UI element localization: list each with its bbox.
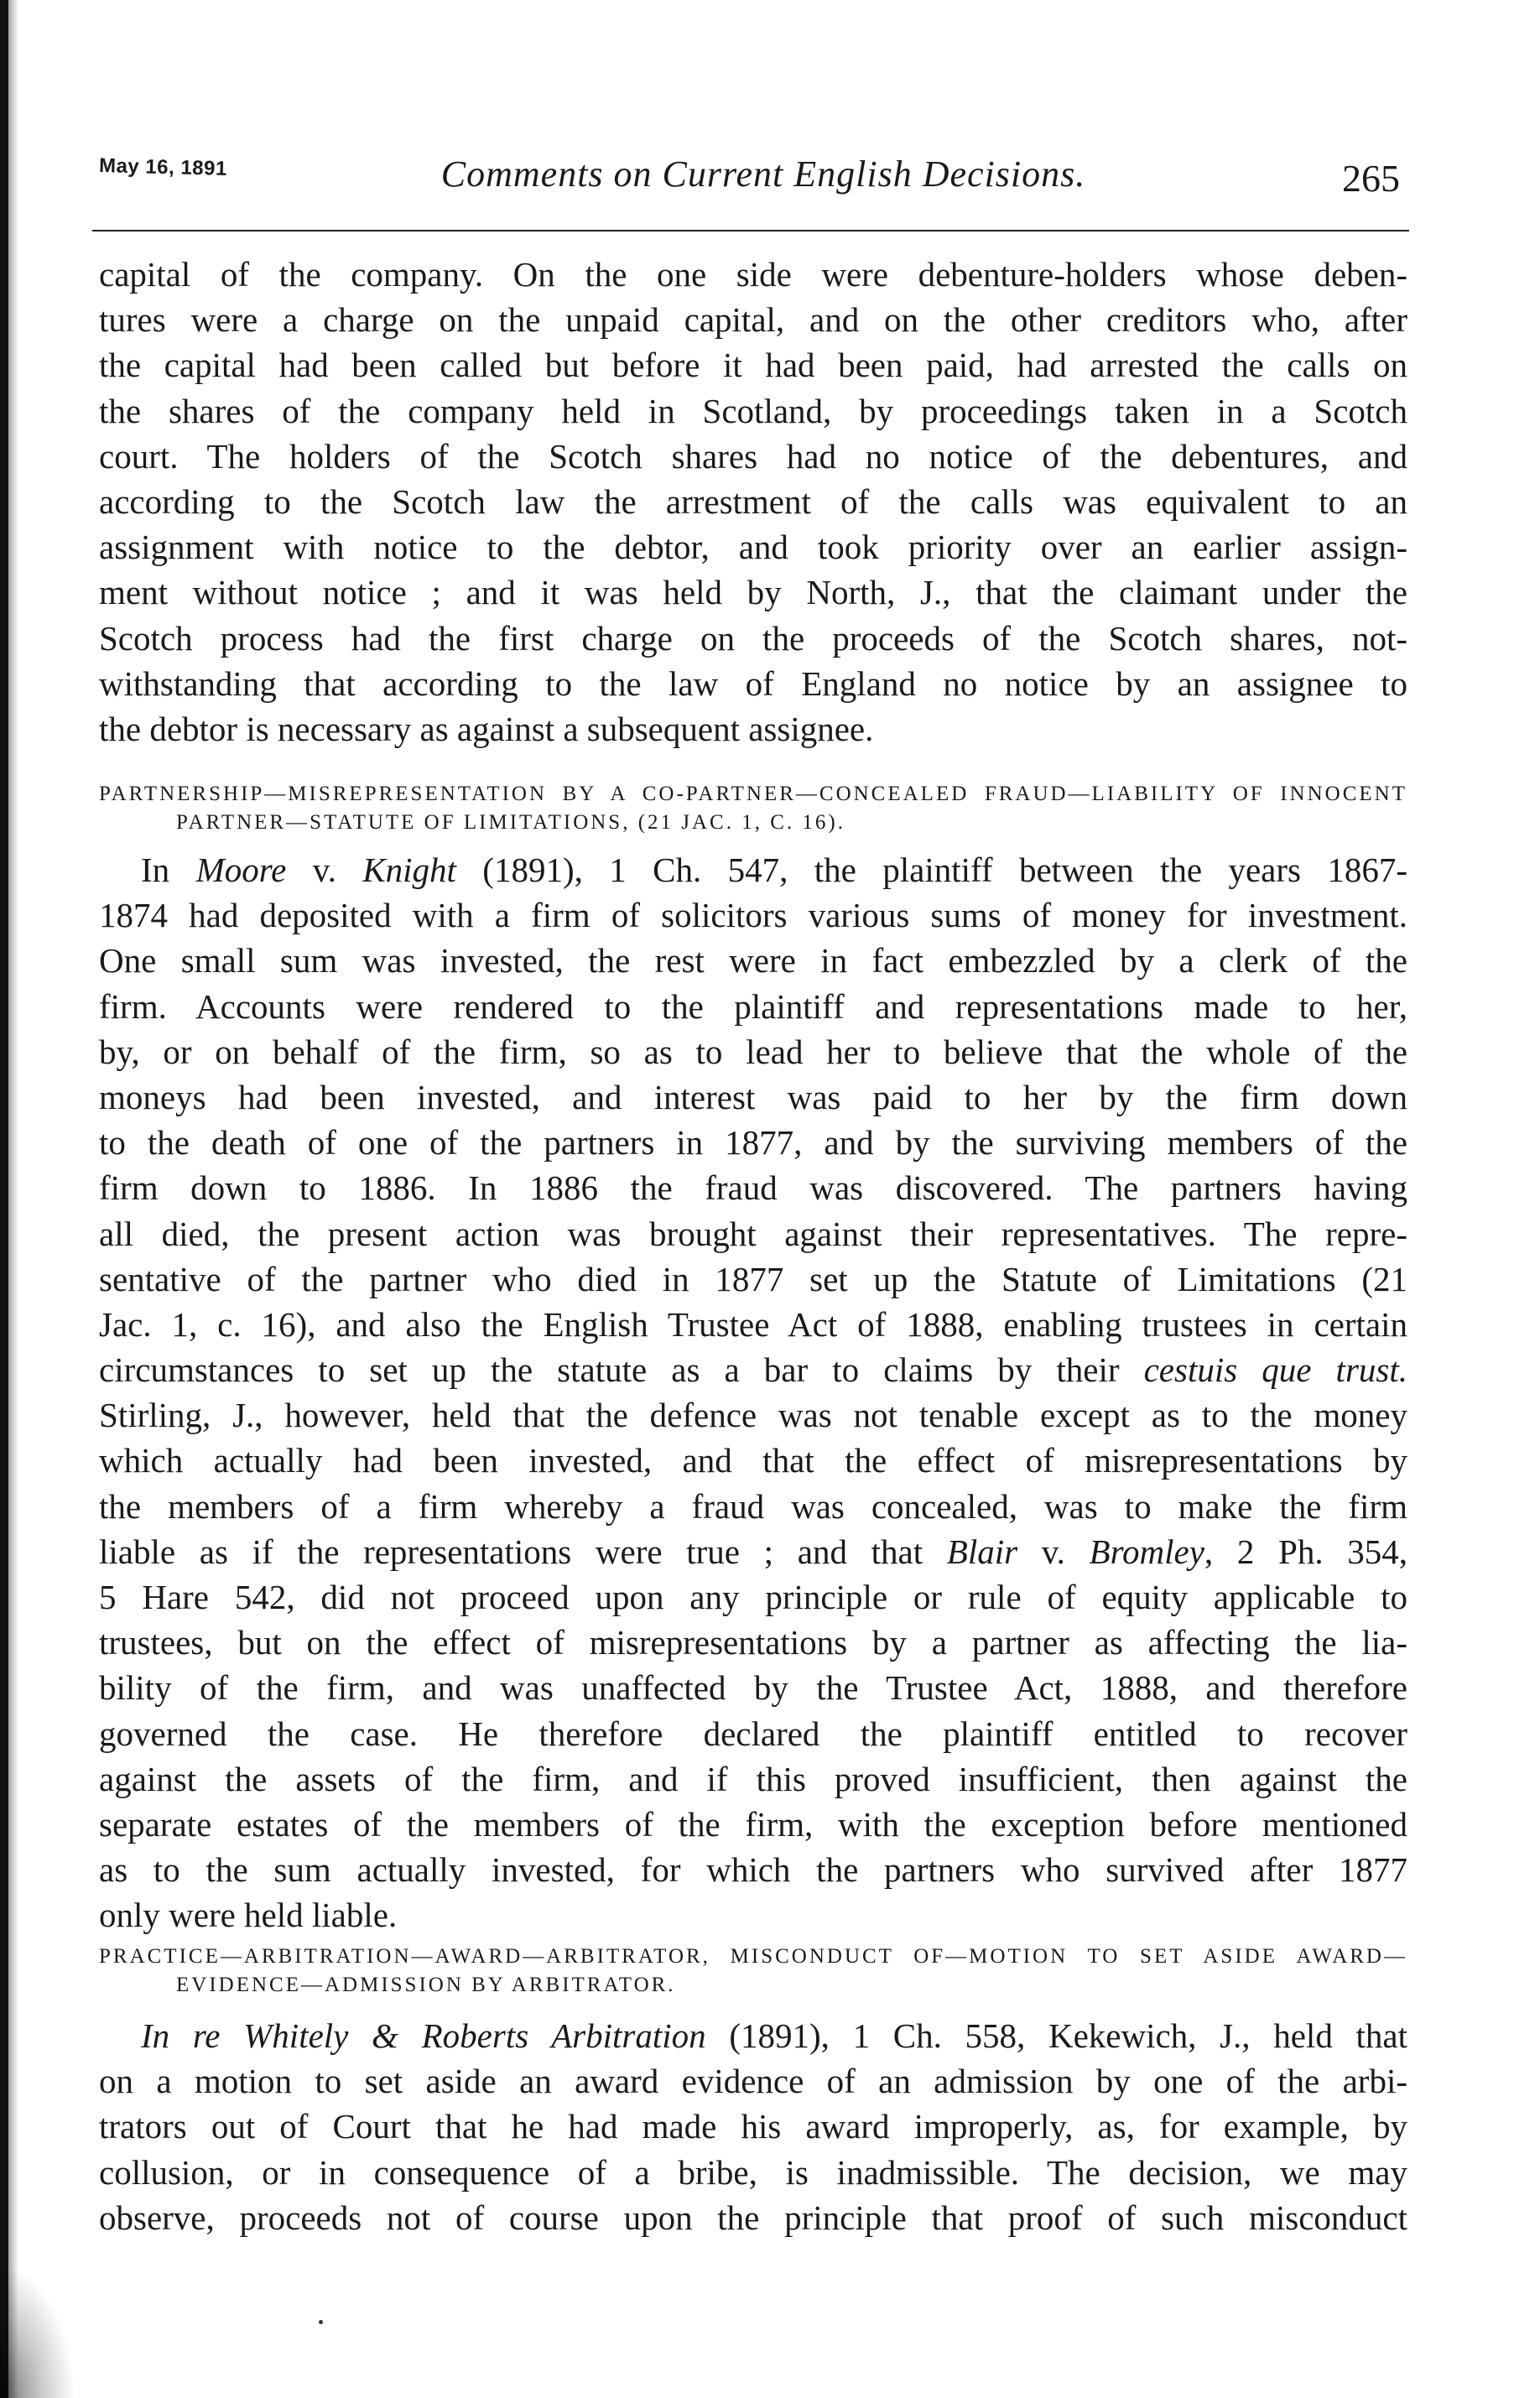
text-line: bility of the firm, and was unaffected by the Trustee Act, 1888, and therefore xyxy=(99,1668,1407,1708)
text-line: Scotch process had the first charge on the proceeds of the Scotch shares, not- xyxy=(99,618,1407,658)
paragraph-2 xyxy=(99,847,1407,1938)
text-line: firm. Accounts were rendered to the plaintiff and representations made to her, xyxy=(99,986,1407,1026)
page-number: 265 xyxy=(1342,157,1400,200)
text-line: to the death of one of the partners in 1877, and by the surviving members of the xyxy=(99,1123,1407,1163)
text-line: ment without notice ; and it was held by North, J., that the claimant under the xyxy=(99,573,1407,612)
text-line: on a motion to set aside an award evidence of an admission by one of the arbi- xyxy=(99,2062,1407,2101)
text-line: according to the Scotch law the arrestment of the calls was equivalent to an xyxy=(99,481,1407,521)
text-line: moneys had been invested, and interest was paid to her by the firm down xyxy=(99,1077,1407,1116)
text-line: capital of the company. On the one side were debenture-holders whose deben- xyxy=(99,255,1407,294)
text-line: circumstances to set up the statute as a bar to claims by their cestuis que trust. xyxy=(99,1350,1407,1390)
text-line: only were held liable. xyxy=(99,1896,398,1935)
text-line: observe, proceeds not of course upon the principle that proof of such misconduct xyxy=(99,2198,1407,2237)
text-line: 5 Hare 542, did not proceed upon any principle or rule of equity applicable to xyxy=(99,1578,1407,1616)
text-line: One small sum was invested, the rest were in fact embezzled by a clerk of the xyxy=(99,941,1407,981)
text-line: 1874 had deposited with a firm of solicitors various sums of money for investment. xyxy=(99,896,1407,935)
page-spine-shadow xyxy=(0,0,8,2398)
text-line: Jac. 1, c. 16), and also the English Trustee Act of 1888, enabling trustees in certain xyxy=(99,1304,1407,1344)
text-line: against the assets of the firm, and if this proved insufficient, then against the xyxy=(99,1759,1407,1798)
paragraph-3 xyxy=(99,2013,1407,2240)
heading-line: PARTNER—STATUTE OF LIMITATIONS, (21 JAC. 1, C. 16). xyxy=(176,811,845,834)
text-line: collusion, or in consequence of a bribe, is inadmissible. The decision, we may xyxy=(99,2152,1407,2192)
spine-gradient xyxy=(8,0,18,2398)
text-line: by, or on behalf of the firm, so as to lead her to believe that the whole of the xyxy=(99,1032,1407,1071)
text-line: which actually had been invested, and that the effect of misrepresentations by xyxy=(99,1441,1407,1480)
text-line: assignment with notice to the debtor, and took priority over an earlier assign- xyxy=(99,528,1407,567)
heading-line: PARTNERSHIP—MISREPRESENTATION BY A CO-PARTNER—CONCEALED FRAUD—LIABILITY OF INNOCENT xyxy=(99,783,1407,805)
text-line: the members of a firm whereby a fraud was concealed, was to make the firm xyxy=(99,1486,1407,1526)
text-line: In Moore v. Knight (1891), 1 Ch. 547, the plaintiff between the years 1867- xyxy=(141,850,1407,889)
text-line: all died, the present action was brought against their representatives. The repre- xyxy=(99,1214,1407,1253)
text-line: liable as if the representations were true ; and that Blair v. Bromley, 2 Ph. 354, xyxy=(99,1532,1407,1571)
stray-ink-dot xyxy=(319,2320,323,2324)
text-line: withstanding that according to the law of England no notice by an assignee to xyxy=(99,663,1407,703)
heading-line: EVIDENCE—ADMISSION BY ARBITRATOR. xyxy=(176,1974,676,1996)
text-line: the debtor is necessary as against a subsequent assignee. xyxy=(99,709,874,748)
header-rule xyxy=(92,230,1409,231)
text-line: tures were a charge on the unpaid capital, and on the other creditors who, after xyxy=(99,300,1407,340)
heading-line: PRACTICE—ARBITRATION—AWARD—ARBITRATOR, MISCONDUCT OF—MOTION TO SET ASIDE AWARD— xyxy=(99,1945,1407,1968)
text-line: court. The holders of the Scotch shares had no notice of the debentures, and xyxy=(99,436,1407,476)
text-line: trustees, but on the effect of misrepresentations by a partner as affecting the lia- xyxy=(99,1623,1407,1662)
text-line: sentative of the partner who died in 1877 set up the Statute of Limitations (21 xyxy=(99,1259,1407,1298)
corner-shadow xyxy=(0,2264,75,2398)
running-title: Comments on Current English Decisions. xyxy=(440,153,1086,195)
section-heading-practice xyxy=(99,1943,1407,2000)
text-line: separate estates of the members of the firm, with the exception before mentioned xyxy=(99,1804,1407,1844)
text-line: trators out of Court that he had made his award improperly, as, for example, by xyxy=(99,2107,1407,2146)
paragraph-1 xyxy=(99,252,1407,752)
text-line: In re Whitely & Roberts Arbitration (1891), 1 Ch. 558, Kekewich, J., held that xyxy=(141,2016,1407,2055)
text-line: Stirling, J., however, held that the defence was not tenable except as to the money xyxy=(99,1396,1407,1435)
text-line: the capital had been called but before it had been paid, had arrested the calls on xyxy=(99,346,1407,385)
header-date: May 16, 1891 xyxy=(98,154,228,180)
text-line: as to the sum actually invested, for which the partners who survived after 1877 xyxy=(99,1850,1407,1890)
text-line: governed the case. He therefore declared the plaintiff entitled to recover xyxy=(99,1714,1407,1753)
text-line: firm down to 1886. In 1886 the fraud was discovered. The partners having xyxy=(99,1168,1407,1208)
section-heading-partnership xyxy=(99,780,1407,837)
text-line: the shares of the company held in Scotland, by proceedings taken in a Scotch xyxy=(99,391,1407,430)
